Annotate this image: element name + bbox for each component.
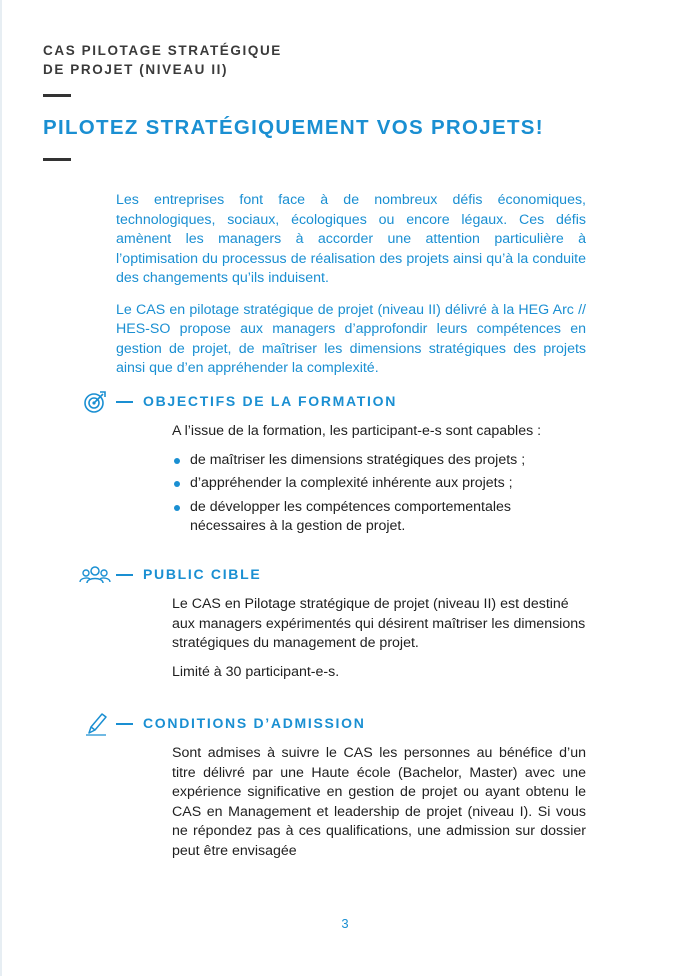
section-audience-heading <box>78 562 598 588</box>
objectives-body <box>172 422 586 541</box>
section-rule <box>116 723 133 725</box>
section-rule <box>116 401 133 403</box>
audience-paragraph-1: Le CAS en Pilotage stratégique de projet (niveau II) est destiné aux managers expérimentés qui désirent maîtriser les dimensions stratégiques du management de projet. <box>172 596 586 651</box>
page-number: 3 <box>341 916 349 931</box>
audience-body <box>172 595 586 691</box>
page-headline: PILOTEZ STRATÉGIQUEMENT VOS PROJETS! <box>43 116 544 139</box>
section-title: OBJECTIFS DE LA FORMATION <box>143 393 398 409</box>
objectives-lead: A l’issue de la formation, les participant-e-s sont capables : <box>172 423 542 439</box>
list-item: de maîtriser les dimensions stratégiques des projets ; <box>172 451 586 471</box>
kicker-line-1: CAS PILOTAGE STRATÉGIQUE <box>43 43 282 58</box>
section-title: PUBLIC CIBLE <box>143 566 262 582</box>
section-admission-heading <box>78 711 598 737</box>
intro-paragraph-2: Le CAS en pilotage stratégique de projet (niveau II) délivré à la HEG Arc // HES-SO propose aux managers d’approfondir leurs compétences en gestion de projet, de maîtriser les dimensions stratégiques des projets ainsi que d’en appréhender la complexité. <box>116 301 586 376</box>
section-objectives-heading <box>78 389 598 415</box>
section-rule <box>116 574 133 576</box>
section-title: CONDITIONS D’ADMISSION <box>143 715 366 731</box>
intro-paragraph-1: Les entreprises font face à de nombreux défis économiques, technologiques, sociaux, écologiques ou encore légaux. Ces défis amènent les managers à accorder une attention particulière à l’optimisation du processus de réalisation des projets ainsi qu’à la conduite des changements qu’ils induisent. <box>116 192 586 286</box>
kicker-line-2: DE PROJET (NIVEAU II) <box>43 62 229 77</box>
target-icon <box>78 389 112 415</box>
admission-body <box>172 744 586 870</box>
page-edge-rule <box>0 0 2 976</box>
pen-icon <box>78 711 112 737</box>
objectives-list <box>172 451 586 537</box>
audience-paragraph-2: Limité à 30 participant-e-s. <box>172 663 340 680</box>
list-item: de développer les compétences comportementales nécessaires à la gestion de projet. <box>172 498 586 537</box>
people-group-icon <box>78 562 112 588</box>
intro-text <box>116 191 586 391</box>
program-kicker <box>43 41 443 79</box>
admission-paragraph: Sont admises à suivre le CAS les personnes au bénéfice d’un titre délivré par une Haute école (Bachelor, Master) avec une expérience significative en gestion de projet ou ayant obtenu le CAS en Management et leadership de projet (niveau I). Si vous ne répondez pas à ces qualifications, une admission sur dossier peut être envisagée <box>172 745 586 859</box>
divider-dash-bottom <box>43 158 71 161</box>
divider-dash-top <box>43 94 71 97</box>
list-item: d’appréhender la complexité inhérente aux projets ; <box>172 474 586 494</box>
